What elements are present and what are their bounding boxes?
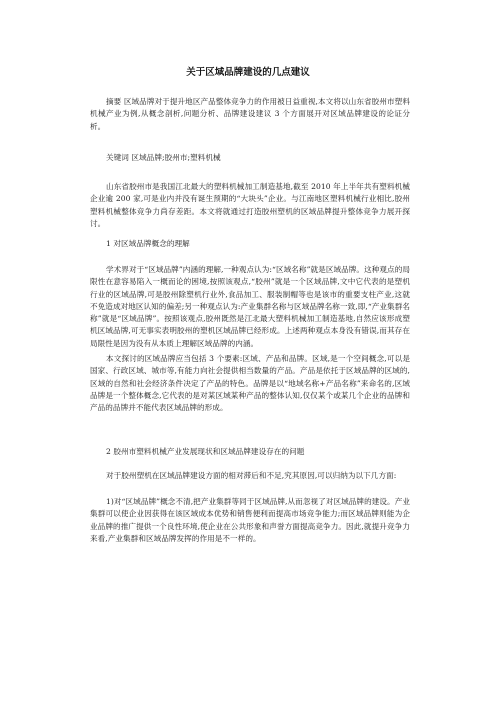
keywords-line: 关键词 区域品牌;胶州市;塑料机械 xyxy=(106,153,221,162)
section-2-heading: 2 胶州市塑料机械产业发展现状和区域品牌建设存在的问题 xyxy=(106,447,305,456)
section-1-heading: 1 对区域品牌概念的理解 xyxy=(106,239,190,248)
section-1-paragraph-2: 本文探讨的区域品牌应当包括 3 个要素:区域、产品和品牌。区域,是一个空间概念,可以是国家、行政区域、城市等,有能力向社会提供相当数量的产品。产品是依托于区域品牌的区域的,区域的自然和社会经济条件决定了产品的特色。品牌是以“地域名称+产品名称”来命名的,区域品牌是一个整体概念,它代表的是对某区域某种产品的整体认知,仅仅某个或某几个企业的品牌和产品的品牌并不能代表区域品牌的形成。 xyxy=(90,354,410,413)
page-title: 关于区域品牌建设的几点建议 xyxy=(186,67,310,78)
section-2-paragraph-2: 1)对“区域品牌”概念不清,把产业集群等同于区域品牌,从而忽视了对区域品牌的建设。产业集群可以使企业因获得在该区域成本优势和销售便利而提高市场竞争能力;而区域品牌则能为企业品牌的推广提供一个良性环境,使企业在公共形象和声誉方面提高竞争力。因此,就提升竞争力来看,产业集群和区域品牌发挥的作用是不一样的。 xyxy=(90,497,410,543)
section-1-paragraph-1: 学术界对于“区域品牌”内涵的理解,一种观点认为:“区域名称”就是区域品牌。这种观点的局限性在意容易陷入一概而论的困境,按照该观点,“胶州”就是一个区域品牌,文中它代表的是塑机行业的区域品牌,可是胶州除塑机行业外,食品加工、服装制帽等也是该市的重要支柱产业,这就不免造成对地区认知的偏差;另一种观点认为:产业集群名称与区域品牌名称一致,即,“产业集群名称”就是“区域品牌”。按照该观点,胶州既然是江北最大塑料机械加工制造基地,自然应该形成塑机区域品牌,可无事实表明胶州的塑机区域品牌已经形成。上述两种观点本身没有错误,而其存在局限性是因为没有从本质上理解区域品牌的内涵。 xyxy=(90,265,410,348)
abstract-paragraph: 摘要 区域品牌对于提升地区产品整体竞争力的作用被日益重视,本文将以山东省胶州市塑料机械产业为例,从概念剖析,问题分析、品牌建设建议 3 个方面展开对区域品牌建设的论证分析。 xyxy=(90,97,410,131)
section-2-paragraph-1: 对于胶州塑机在区域品牌建设方面的相对滞后和不足,究其原因,可以归纳为以下几方面: xyxy=(106,471,397,480)
intro-paragraph: 山东省胶州市是我国江北最大的塑料机械加工制造基地,截至 2010 年上半年共有塑料机械企业逾 200 家,可是业内并没有诞生预期的“大块头”企业。与江南地区塑料机械行业相比,胶州塑料机械整体竞争力尚存差距。本文将就通过打造胶州塑机的区域品牌提升整体竞争力展开探讨。 xyxy=(90,182,410,228)
